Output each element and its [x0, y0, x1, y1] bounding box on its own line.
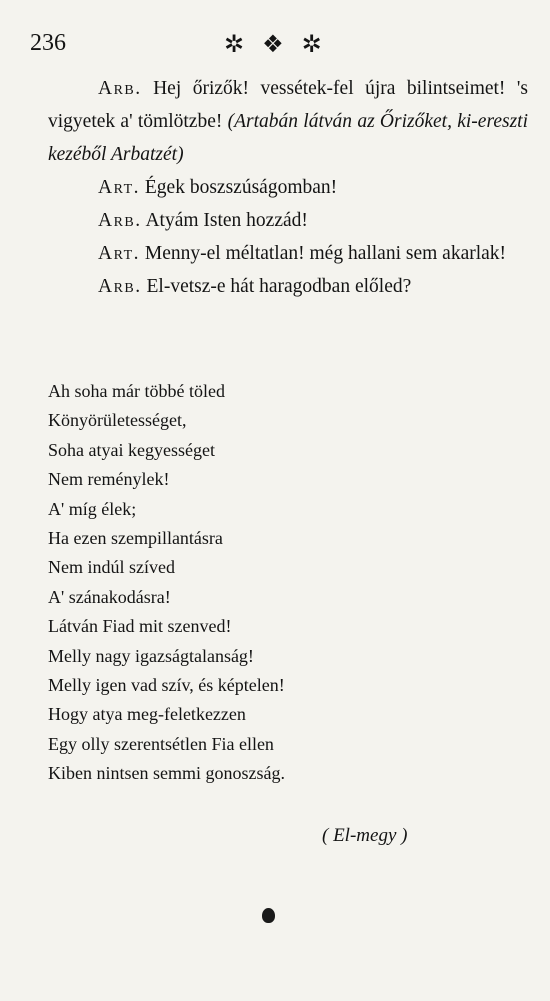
- page-number: 236: [30, 30, 66, 56]
- dialogue-text: Égek boszszúságomban!: [140, 177, 338, 198]
- poem-block: [48, 377, 285, 789]
- poem-line: Nem reménylek!: [48, 469, 170, 490]
- poem-line: Látván Fiad mit szenved!: [48, 616, 232, 637]
- flourish-left-icon: ✲: [224, 30, 251, 58]
- dialogue-line: [48, 72, 528, 171]
- ink-blot-mark: [262, 908, 275, 923]
- poem-line: Melly nagy igazságtalanság!: [48, 645, 254, 666]
- poem-line: Ah soha már többé töled: [48, 381, 225, 401]
- dialogue-text: Atyám Isten hozzád!: [141, 210, 308, 231]
- speaker-name: Arb.: [98, 276, 142, 297]
- poem-line: Kiben nintsen semmi gonoszság.: [48, 763, 285, 784]
- dialogue-line: [48, 270, 528, 303]
- dialogue-text: Hej őrizők! vessétek-fel újra bilintseimet! 's vigyetek a' tömlötzbe!: [48, 78, 528, 132]
- poem-line: Soha atyai kegyességet: [48, 439, 215, 460]
- speaker-name: Art.: [98, 177, 141, 198]
- speaker-name: Arb.: [98, 210, 142, 231]
- header-ornament: [218, 30, 334, 58]
- poem-line: A' míg élek;: [48, 498, 137, 519]
- flourish-right-icon: ✲: [301, 30, 328, 58]
- poem-line: Egy olly szerentsétlen Fia ellen: [48, 733, 274, 754]
- poem-line: Könyörületességet,: [48, 410, 187, 431]
- poem-line: Hogy atya meg-feletkezzen: [48, 704, 246, 725]
- poem-line: A' szánakodásra!: [48, 586, 171, 607]
- speaker-name: Arb.: [98, 78, 142, 99]
- dialogue-line: [48, 237, 528, 270]
- dialogue-text: Menny-el méltatlan! még hallani sem akarlak!: [140, 243, 507, 264]
- exit-stage-direction: ( El-megy ): [322, 825, 408, 846]
- poem-line: Nem indúl szíved: [48, 557, 175, 578]
- poem-line: Melly igen vad szív, és képtelen!: [48, 675, 285, 696]
- stage-direction: (Artabán látván az Őrizőket, ki-ereszti kezéből Arbatzét): [48, 111, 528, 165]
- flourish-center-icon: ❖: [262, 30, 290, 58]
- poem-line: Ha ezen szempillantásra: [48, 528, 223, 549]
- dialogue-block: [48, 72, 528, 303]
- dialogue-text: El-vetsz-e hát haragodban előled?: [141, 276, 412, 297]
- dialogue-line: [48, 204, 528, 237]
- speaker-name: Art.: [98, 243, 141, 264]
- dialogue-line: [48, 171, 528, 204]
